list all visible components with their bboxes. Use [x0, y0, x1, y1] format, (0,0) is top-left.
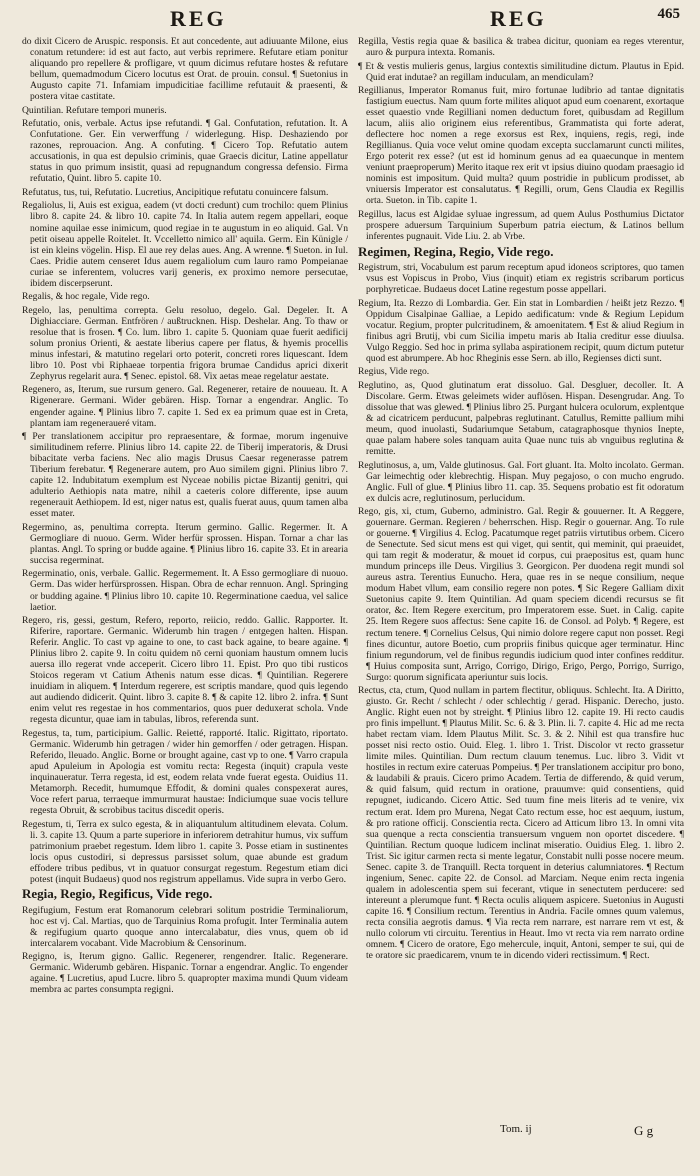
dictionary-entry: Regium, Ita. Rezzo di Lombardia. Ger. Ein stat in Lombardien / heißt jetz Rezzo. ¶ Oppidum Cisalpinae Galliae, a Lepido aedificatum: vnde & Regium Lepidum vocatur. Regium, propter pulcritudinem, & amoenitatem. ¶ Est & aliud Regium in finibus agri Brutij, vbi cum Sicilia impetu maris ab Italia creditur esse diuulsa. Vulgo Reggio. Sed hoc in prima syllaba aspirationem recipit, quum dictum putetur quod est abrumpere. Ab hoc Rheginis esse Sern. ab illo, Regienses dicti sunt. [358, 297, 684, 364]
dictionary-entry: Regillus, lacus est Algidae syluae ingressum, ad quem Aulus Posthumius Dictator prospere aduersum Tarquinium Superbum patria eiectum, & Latinos bellum inferentes pugnauit. Vide Liu. 2. ab Vrbe. [358, 208, 684, 243]
dictionary-entry: Regigno, is, Iterum gigno. Gallic. Regenerer, rengendrer. Italic. Regenerare. Germanic. Widerumb gebären. Hispanic. Tornar a engendrar. Anglic. To engender againe. ¶ Lucretius, apud Lucre. libro 5. quapropter maxima mundi Quum videam membra ac partes consumpta regigni. [22, 951, 348, 996]
dictionary-entry: Refutatus, tus, tui, Refutatio. Lucretius, Ancipitique refutatu conuincere falsum. [22, 186, 329, 198]
right-column [358, 36, 684, 1121]
running-head-left: REG [170, 6, 227, 31]
page-header [22, 6, 684, 36]
dictionary-entry: Regifugium, Festum erat Romanorum celebrari solitum postridie Terminaliorum, hoc est vj. Cal. Martias, quo de Tarquinius Roma profugit. Inter Terminalia autem & regifugium quarto quoque anno intercalabatur, dies vnus, quem ob id intercalarem vocabant. Vide Macrobium & Censorinum. [22, 904, 348, 949]
dictionary-entry: Rectus, cta, ctum, Quod nullam in partem flectitur, obliquus. Schlecht. Ita. A Diritto, giusto. Gr. Recht / schlecht / oder schlechtig / gerad. Hispanic. Derecho, justo. Anglic. Right euen not by streight. ¶ Plinius libro 12. capite 19. Hi recto caudis pro finis impellunt. ¶ Plautus Milit. Sc. 6. & 3. Plin. li. 7. capite 4. Hic ad me recta habet rectam viam. Idem Plautus Milit. Sc. 3. & 2. Nihil est qua transfire huc posset nisi recto ostio. Ouid. Eleg. 1. libro 1. Trist. Discolor vt recto grassetur limite miles. Quintilian. Dum rectum clauum tenemus. Luc. libro 3. Vidit vt hostiles in rectum exire cateruas Pompeius. ¶ Per translationem accipitur pro bono, & laudabili & prauis. Cicero primo Academ. Tertia de differendo, & quid verum, & quid falsum, quid rectum in oratione, prauumve: quid consentiens, quid repugnet, iudicando. Cicero Attic. Sed tuum fine meis literis ad te venire, vix rectum erat. Idem pro Murena, Negat Cato rectum esse, hoc est aequum, iustum, & pro ratione officij. Conscientia recta. Cicero ad Atticum libro 13. In omni vita sua quenque a recta conscientia transuersum vnguem non oportet discedere. ¶ Quintilian. Rectum quoque ludicem inclinat miseratio. Ouidius Eleg. 1. libro 2. Trist. Sic igitur carmen recta si mente legatur, Constabit nulli posse nocere meum. Senec. capite 3. de Tranquill. Recta torquent in deterius calumniatores. ¶ Rectum ingenium, Senec. capite 22. de Consol. ad Marciam. Neque enim recta ingenia qualem in adolescentia spem sui fecerant, vtique in senectutem perducere: sed intereunt a plerumque funt. ¶ Recta oculis aliquem aspicere. Suetonius in Augusti capite 16. ¶ Consilium rectum. Terentius in Andria. Facile omnes quum valemus, recta consilia aegrotis damus. ¶ Via recta rem narrare, est narrare rem vt est, & nullo colorum vti circuitu. Terentius in Heaut. Imo vt recta via rem narrato ordine omnem. ¶ Cicero de oratore, Ego mehercule, inquit, Antoni, semper te sui, qui de te oratore sic praedicarem, vnum te in dicendo videri rectissimum. ¶ Rect. [358, 685, 684, 961]
dictionary-entry: Reglutinosus, a, um, Valde glutinosus. Gal. Fort gluant. Ita. Molto incolato. German. Gar leimechtig oder klebrechtig. Hispan. Muy pegajoso, o con mucho engrudo. Anglic. Full of glue. ¶ Plinius libro 11. cap. 35. Sequens probatio est fit odoratum ex dulcis acre, reglutinosum, perlucidum. [358, 459, 684, 504]
left-column [22, 36, 348, 1121]
dictionary-entry: Reglutino, as, Quod glutinatum erat dissoluo. Gal. Desgluer, decoller. It. A Discolare. Germ. Etwas geleimets wider auflösen. Hispan. Desengrudar. Ang. To dissolue that was glewed. ¶ Plinius libro 25. Purgant hulcera oculorum, explentque & ad cicatricem perducunt, palpebras reglutinant. Catullus, Remitte pallium mihi meum, quod inuolasti, Sudariumque Setabum, catagraphosque thynios Inepte, quae palam habere soles tanquam auita Quae nunc tuis ab vnguibus reglutina & remitte. [358, 379, 684, 457]
dictionary-entry: Quintilian. Refutare tempori muneris. [22, 104, 167, 116]
dictionary-entry: Regero, ris, gessi, gestum, Refero, reporto, reiicio, reddo. Gallic. Rapporter. It. Riferire, raportare. Germanic. Widerumb hin tragen / entgegen halten. Hispan. Referir. Anglic. To cast vp againe to one, to cast back againe, to beare againe. ¶ Plinius libro 2. capite 9. In coitu quidem nō cerni quoniam haustum omnem lucis auersa illo regerat vnde acceperit. Cicero libro 11. Epist. Pro quo tibi rusticos Stoicos regeram vt Catium Athenis natum esse dicas. ¶ Quintilian. Regerere inuidiam in aliquem. ¶ Interdum regerere, est scriptis mandare, quod quis legendo aut audiendo didicerit. Quint. libro 3. capite 8. ¶ & capite 12. libro 2. infra. ¶ Sunt enim velut res regestae in hos commentarios, quos puer deduxerat schola. Vnde regesta dicuntur, quae iam in tabulas, libros, referenda sunt. [22, 615, 348, 726]
dictionary-entry: Regaliolus, li, Auis est exigua, eadem (vt docti credunt) cum trochilo: quem Plinius libro 8. capite 24. & libro 10. capite 74. In Italia autem regem appellari, eoque nomine aquilae esse inimicum, quod regiae in te augustum in eo aliquid. Gal. Vn petit oiseau appelle Roitelet. It. Vccelletto nimico all' aquila. Germ. Ein Künigle / ist ein kleins vögelin. Hisp. El aue rey delas aues. Ang. A wrenne. ¶ Sueton. in Iul. Caes. Pridie autem censeret Idus auem regaliolum cum lauro ramo Pompeianae curiae se inferentem, volucres varij generis, ex proximo nemore persecutae, ibidem discerpserunt. [22, 200, 348, 289]
dictionary-entry: Rego, gis, xi, ctum, Guberno, administro. Gal. Regir & gouuerner. It. A Reggere, gouernare. German. Regieren / beherrschen. Hisp. Regir o gouernar. Ang. To rule or gouerne. ¶ Virgilius 4. Eclog. Pacatumque reget patriis virtutibus orbem. Cicero de Senectute. Sed sicut mens est qui viget, qui sentit, qui meminit, qui praeuidet, qui tam regit & moderatur, & mouet id corpus, cui praepositus est, quam hunc mundum princeps ille Deus. Virgilius 3. Georgicon. Per duodena regit mundi sol aureus astra. Terentius Eunucho. Hera, quae res in se neque consilium, neque modum Habet vllum, eam consilio regere non potes. ¶ Sic Regere Galliam dixit Suetonius capite 9. Item Quintilian. Ad quam speciem dicendi recursus se fit orator, &c. Item Regere exercitum, pro Imperatorem esse. Suet. in Calig. capite 25. Item Regere suos affectus: Sene capite 16. de Consol. ad Polyb. ¶ Regere, est rectum tenere. ¶ Cornelius Celsus, Qui nimio dolore regere caput non posset. Regi fines dicuntur, autore Boetio, cum propriis finibus quicque ager terminatur. Hinc finium regundorum, vel de finibus regundis iudicium quod inter confines redditur. ¶ Huius composita sunt, Arrigo, Corrigo, Dirigo, Erigo, Pergo, Porrigo, Surrigo, Surgo: quorum significata aperiuntur suis locis. [358, 506, 684, 683]
running-head-right: REG [490, 6, 547, 31]
dictionary-entry: Regalis, & hoc regale, Vide rego. [22, 291, 150, 303]
dictionary-entry: Registrum, stri, Vocabulum est parum receptum apud idoneos scriptores, quo tamen vsus est Vopiscus in Probo, Vius (inquit) etiam ex registris scribarum porticus porphyreticae. Budaeus docet Latine regestum posse appellari. [358, 262, 684, 296]
dictionary-entry: ¶ Per translationem accipitur pro repraesentare, & formae, morum ingenuive similitudinem referre. Plinius libro 14. capite 22. de Tiberij imperatoris, & Drusi bibacitate verba faciens. Nec alio magis Drusus Caesar regenerasse patrem Tiberium ferebatur. ¶ Regenerare autem, pro Auo similem gigni. Plinius libro 7. capite 12. Indubitatum exemplum est Nyceae nobilis pictae Bizantij genitri, qui adulterio Aethiopis nata matre, nihil a caeteris colore differente, ipse auum regenerauit Aethiopem. Id est, niger natus est, qualis fuerat auus, quum tamen alba esset mater. [22, 431, 348, 520]
dictionary-entry: Refutatio, onis, verbale. Actus ipse refutandi. ¶ Gal. Confutation, refutation. It. A Confutatione. Ger. Ein verwerffung / widerlegung. Hisp. Deshaziendo por razones, reprouacion. Ang. A confuting. ¶ Cicero Top. Refutatio autem accusationis, in qua est depulsio criminis, quae Graecis dicitur, Latine appellatur status in quo primum insistit, quasi ad repugnandum congressa defensio. Firma refutatio, Quint. libro 5. capite 10. [22, 118, 348, 185]
text-columns [22, 36, 684, 1121]
dictionary-entry: do dixit Cicero de Aruspic. responsis. Et aut concedente, aut adiuuante Milone, eius conatum retundere: id est aut facto, aut verbis reprimere. Refutare etiam ponitur aliquando pro repellere & profligare, vt quum dicimus refutare hostes & refutare bellum, quemadmodum Cicero locutus est Orat. de prouin. consul. ¶ Suetonius in Augusto capite 71. Infamiam impudicitiae facillime refutauit & praesenti, & postera vitae castitate. [22, 36, 348, 103]
dictionary-entry: Regius, Vide rego. [358, 366, 430, 378]
dictionary-entry: Regestum, ti, Terra ex sulco egesta, & in aliquantulum altitudinem elevata. Colum. li. 3. capite 13. Quum a parte superiore in inferiorem detrahitur humus, vix suffum patrimonium praebet regestum. Idem libro 1. capite 3. Posse etiam in sustinentes locis opus custodiri, si depressus parsisset solum, quae abunde est gradum effodere tribus pedibus, vt in quatuor consurgat regestum. Regestum etiam dici potest (inquit Budaeus) quod nos registrum appellamus. Vide supra in verbo Gero. [22, 818, 348, 885]
page-number: 465 [657, 6, 680, 22]
page-footer [22, 1121, 684, 1151]
dictionary-entry: ¶ Et & vestis mulieris genus, largius contextis similitudine dictum. Plautus in Epid. Quid erat indutae? an regillam induculam, an mendiculam? [358, 60, 684, 83]
dictionary-entry: Regestus, ta, tum, participium. Gallic. Reietté, rapporté. Italic. Rigittato, riportato. Germanic. Widerumb hin getragen / wider hin gemorffen / oder getragen. Hispan. Referido, lleuado. Anglic. Borne or brought againe, cast vp to one. ¶ Varro crapula apud Apuleium in Apologia est vomitu recta: Regesta (inquit) crapula veste inquinaueratur. Terra regesta, id est, eodem relata vnde fuerat egesta. Ouidius 11. Metamorph. Recedit, humumque Effodit, & domini quales conspexerat aures, Voce refert parua, terraeque immurmurat haustae: Indiciumque suae vocis tellure regesta Obruit, & scrobibus tacitus discedit operis. [22, 727, 348, 817]
dictionary-entry: Regermino, as, penultima correpta. Iterum germino. Gallic. Regermer. It. A Germogliare di nuouo. Germ. Wider herfür sprossen. Hispan. Tornar a char las plantas. Angl. To spring or budde againe. ¶ Plinius libro 16. capite 33. Et in arearia succisa regerminat. [22, 521, 348, 566]
dictionary-entry: Regerminatio, onis, verbale. Gallic. Regermement. It. A Esso germogliare di nuouo. Germ. Das wider herfürsprossen. Hispan. Obra de echar rennuon. Angl. Springing or budding againe. ¶ Plinius libro 10. capite 10. Regerminatione caedua, vel salice laetior. [22, 568, 348, 613]
dictionary-entry: Regimen, Regina, Regio, Vide rego. [358, 243, 554, 259]
dictionary-entry: Regilla, Vestis regia quae & basilica & trabea dicitur, quoniam ea reges vterentur, auro & purpura intexta. Romanis. [358, 36, 684, 59]
dictionary-entry: Regia, Regio, Regificus, Vide rego. [22, 886, 213, 902]
signature-mark: G g [634, 1123, 654, 1138]
volume-label: Tom. ij [500, 1123, 532, 1135]
dictionary-entry: Regillianus, Imperator Romanus fuit, miro fortunae ludibrio ad tantae dignitatis fastigium euectus. Nam quum forte milites aliquot apud eum coenarent, exortaque esset quaestio vnde Regilliani nomen deductum foret, quibusdam ad Regillum lacum, aliis alio originem eius referentibus, Grammatista qui forte aderat, deflectere hoc nomen a rege exorsus est Rex, inquiens, regis, regi, inde Regillianus. Quia voce velut omine quodam excepta succlamarunt cuncti milites, Ergo poterit rex esse? (ut est id hominum genus ad ea quaecunque in mentem veniunt praeproperum) Merito itaque rex erit vt ipsius diuino quodam praesagio id nominis est impositum. Quid multa? quum postridie in publicum prodisset, ab vniuersis Imperator est consalutatus. ¶ Regilli, orum, Gens Claudia ex Regillis orta. Sueton. in Tib. capite 1. [358, 85, 684, 207]
dictionary-entry: Regelo, las, penultima correpta. Gelu resoluo, degelo. Gal. Degeler. It. A Dighiacciare. German. Entfrören / außtrucknen. Hisp. Deshelar. Ang. To thaw or resolue that is frosen. ¶ Co. lum. libro 1. capite 5. Quoniam quae fuerit aedificij solum pronius Orienti, & aestate liberius capere per flatus, & hyemis procellis minus infestari, & matutino regelari orto poterit, concreti rores liquescant. Idem libro 10. Post vbi Riphaeae torpentia frigora brumae Candidus aprici dixerit Zephyrus regelarit aura. ¶ Senec. epistol. 68. Vix aetas meae regelatur aestate. [22, 304, 348, 382]
dictionary-entry: Regenero, as, Iterum, sue rursum genero. Gal. Regenerer, retaire de nouueau. It. A Rigenerare. Germani. Wider gebären. Hisp. Tornar a engendrar. Anglic. To engender againe. ¶ Plinius libro 7. capite 1. Sed ex ea primum quae est in Creta, plantam iam regeneraueré vitam. [22, 384, 348, 429]
